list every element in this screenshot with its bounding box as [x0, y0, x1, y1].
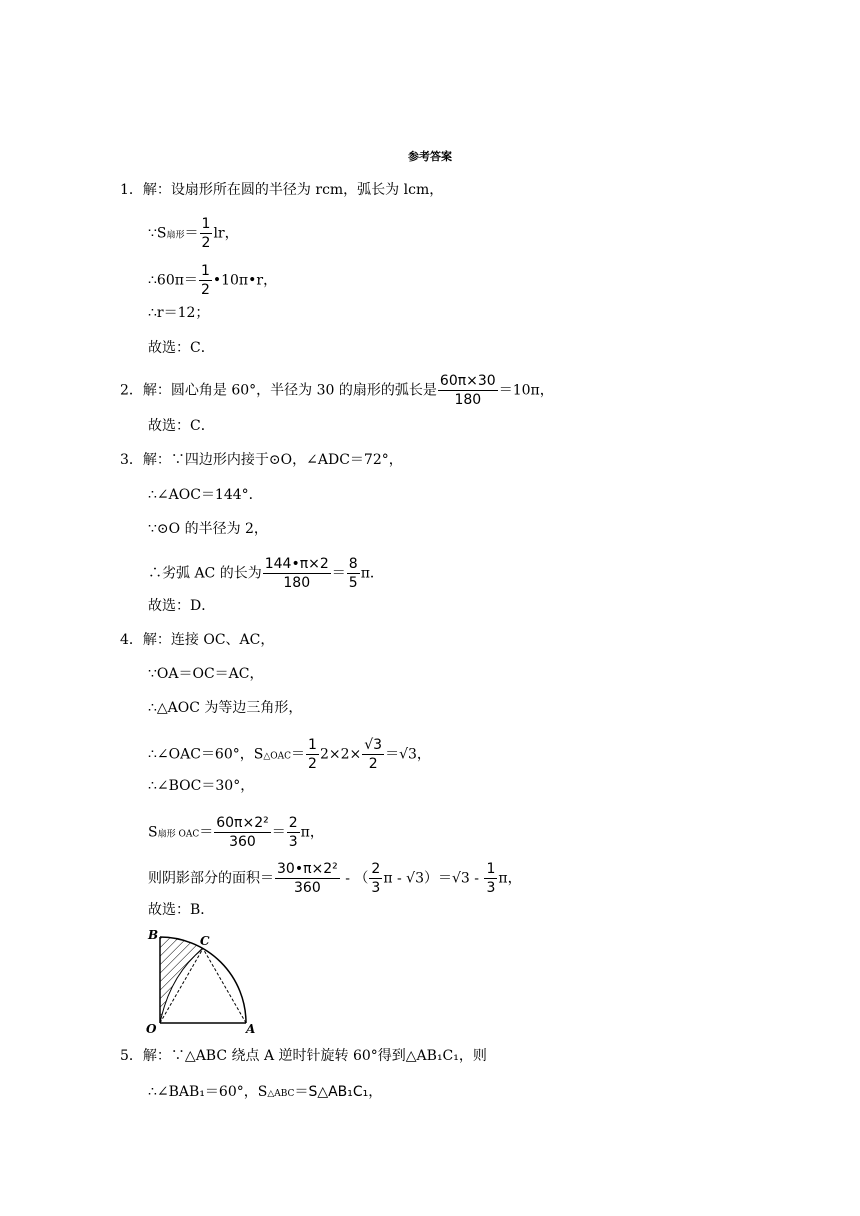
q1-line-5: 故选：C．	[148, 340, 215, 356]
q3-line-2: ∴∠AOC＝144°．	[148, 487, 263, 503]
fraction: $\frac{1}{2}$	[200, 263, 210, 298]
fraction: $\frac{1}{3}$	[486, 861, 496, 896]
q1-number: 1．	[120, 182, 143, 198]
shaded-region	[160, 937, 203, 1023]
fraction: $\frac{144•\pi\times 2}{180}$	[264, 556, 329, 591]
fraction: $\frac{\text{60π×2²}}{360}$	[216, 815, 269, 850]
q3-line-4: ∴劣弧 AC 的长为 $\frac{144•\pi\times 2}{180}$ ＝ $\frac{8}{5}$ π．	[148, 556, 384, 591]
sector-diagram	[140, 925, 265, 1035]
fraction: $\frac{60\pi\times 30}{180}$	[439, 373, 496, 408]
q3-number: 3．	[120, 452, 143, 468]
q4-line-8: 故选：B．	[148, 902, 215, 918]
q3-line-3: ∵⊙O 的半径为 2，	[148, 521, 268, 537]
label-O: O	[146, 1022, 157, 1035]
label-C: C	[200, 934, 210, 948]
fraction: $\frac{1}{2}$	[308, 737, 317, 772]
q1-line-3: ∴60π＝ $\frac{1}{2}$ •10π•r，	[148, 263, 278, 298]
page-title: 参考答案	[408, 150, 452, 163]
q4-line-4: ∴∠OAC＝60°，S△OAC＝ $\frac{1}{2}$ 2×2× $\frac{√3}{2}$ ＝√3，	[148, 737, 431, 772]
label-B: B	[148, 928, 159, 942]
q5-line-2: ∴∠BAB₁＝60°，S△ABC＝S△AB₁C₁，	[148, 1084, 383, 1100]
q4-number: 4．	[120, 632, 143, 648]
q1-line-4: ∴r＝12；	[148, 305, 210, 321]
q4-line-5: ∴∠BOC＝30°，	[148, 778, 255, 794]
fraction: $\frac{8}{5}$	[348, 556, 358, 591]
q2-line-1: 2．解：圆心角是 60°，半径为 30 的扇形的弧长是 $\frac{60\pi\times 30}{180}$ ＝10π，	[120, 373, 554, 408]
q4-line-2: ∵OA＝OC＝AC，	[148, 666, 264, 682]
q1-line-2: ∵S扇形＝ $\frac{1}{2}$ lr，	[148, 216, 239, 251]
q5-line-1: 5．解：∵△ABC 绕点 A 逆时针旋转 60°得到△AB₁C₁，则	[120, 1048, 487, 1064]
segment-AC	[203, 949, 246, 1024]
q5-number: 5．	[120, 1048, 143, 1064]
fraction: $\frac{1}{2}$	[201, 216, 211, 251]
q4-line-7: 则阴影部分的面积＝ $\frac{\text{30•π×2²}}{360}$ - （ $\frac{2}{3}$ π - √3）＝√3 - $\frac{1}{3}$ π，	[148, 861, 522, 896]
q3-line-5: 故选：D．	[148, 598, 216, 614]
q2-number: 2．	[120, 382, 143, 399]
fraction: $\frac{√3}{2}$	[364, 737, 383, 772]
q4-line-1: 4．解：连接 OC、AC，	[120, 632, 275, 648]
fraction: $\frac{2}{3}$	[288, 815, 298, 850]
q3-line-1: 3．解：∵四边形内接于⊙O，∠ADC＝72°，	[120, 452, 403, 468]
q2-line-2: 故选：C．	[148, 418, 215, 434]
q1-line-1: 1．解：设扇形所在圆的半径为 rcm，弧长为 lcm，	[120, 182, 444, 198]
fraction: $\frac{2}{3}$	[371, 861, 381, 896]
q4-line-3: ∴△AOC 为等边三角形，	[148, 700, 303, 716]
fraction: $\frac{\text{30•π×2²}}{360}$	[277, 861, 338, 896]
label-A: A	[246, 1022, 256, 1035]
q4-line-6: S扇形 OAC＝ $\frac{\text{60π×2²}}{360}$ ＝ $\frac{2}{3}$ π，	[148, 815, 324, 850]
